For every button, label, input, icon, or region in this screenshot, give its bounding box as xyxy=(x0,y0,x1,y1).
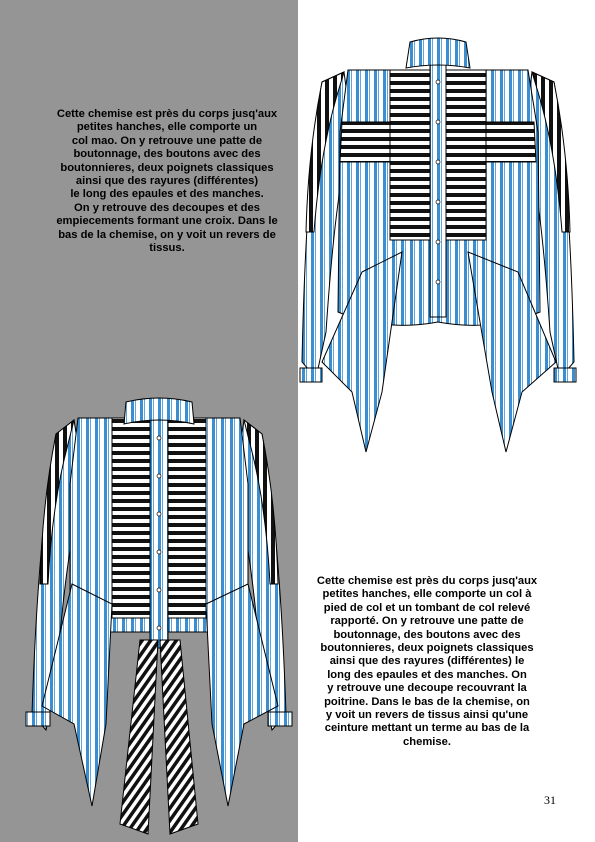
shirt-description-relaxed-collar: Cette chemise est près du corps jusq'aux petites hanches, elle comporte un col à pied de col et un tombant de col relevé rapporté. On y retrouve une patte de boutonnage, des boutons avec des boutonnieres, deux poignets classiques ainsi que des rayures (différentes) le long des epaules et des manches. On y retrouve une decoupe recouvrant la poitrine. Dans le bas de la chemise, on y voit un revers de tissus ainsi qu'une ceinture mettant un terme au bas de la chemise. xyxy=(316,575,538,748)
shirt-illustration-top xyxy=(292,32,587,472)
shirt-illustration-bottom xyxy=(22,394,312,834)
page-number: 31 xyxy=(544,793,556,807)
shirt-description-mao-collar: Cette chemise est près du corps jusq'aux petites hanches, elle comporte un col mao. On y retrouve une patte de boutonnage, des boutons avec des boutonnieres, deux poignets classiques ainsi que des rayures (différentes) le long des epaules et des manches. On y retrouve des decoupes et des empiecements formant une croix. Dans le bas de la chemise, on y voit un revers de tissus. xyxy=(56,108,278,255)
